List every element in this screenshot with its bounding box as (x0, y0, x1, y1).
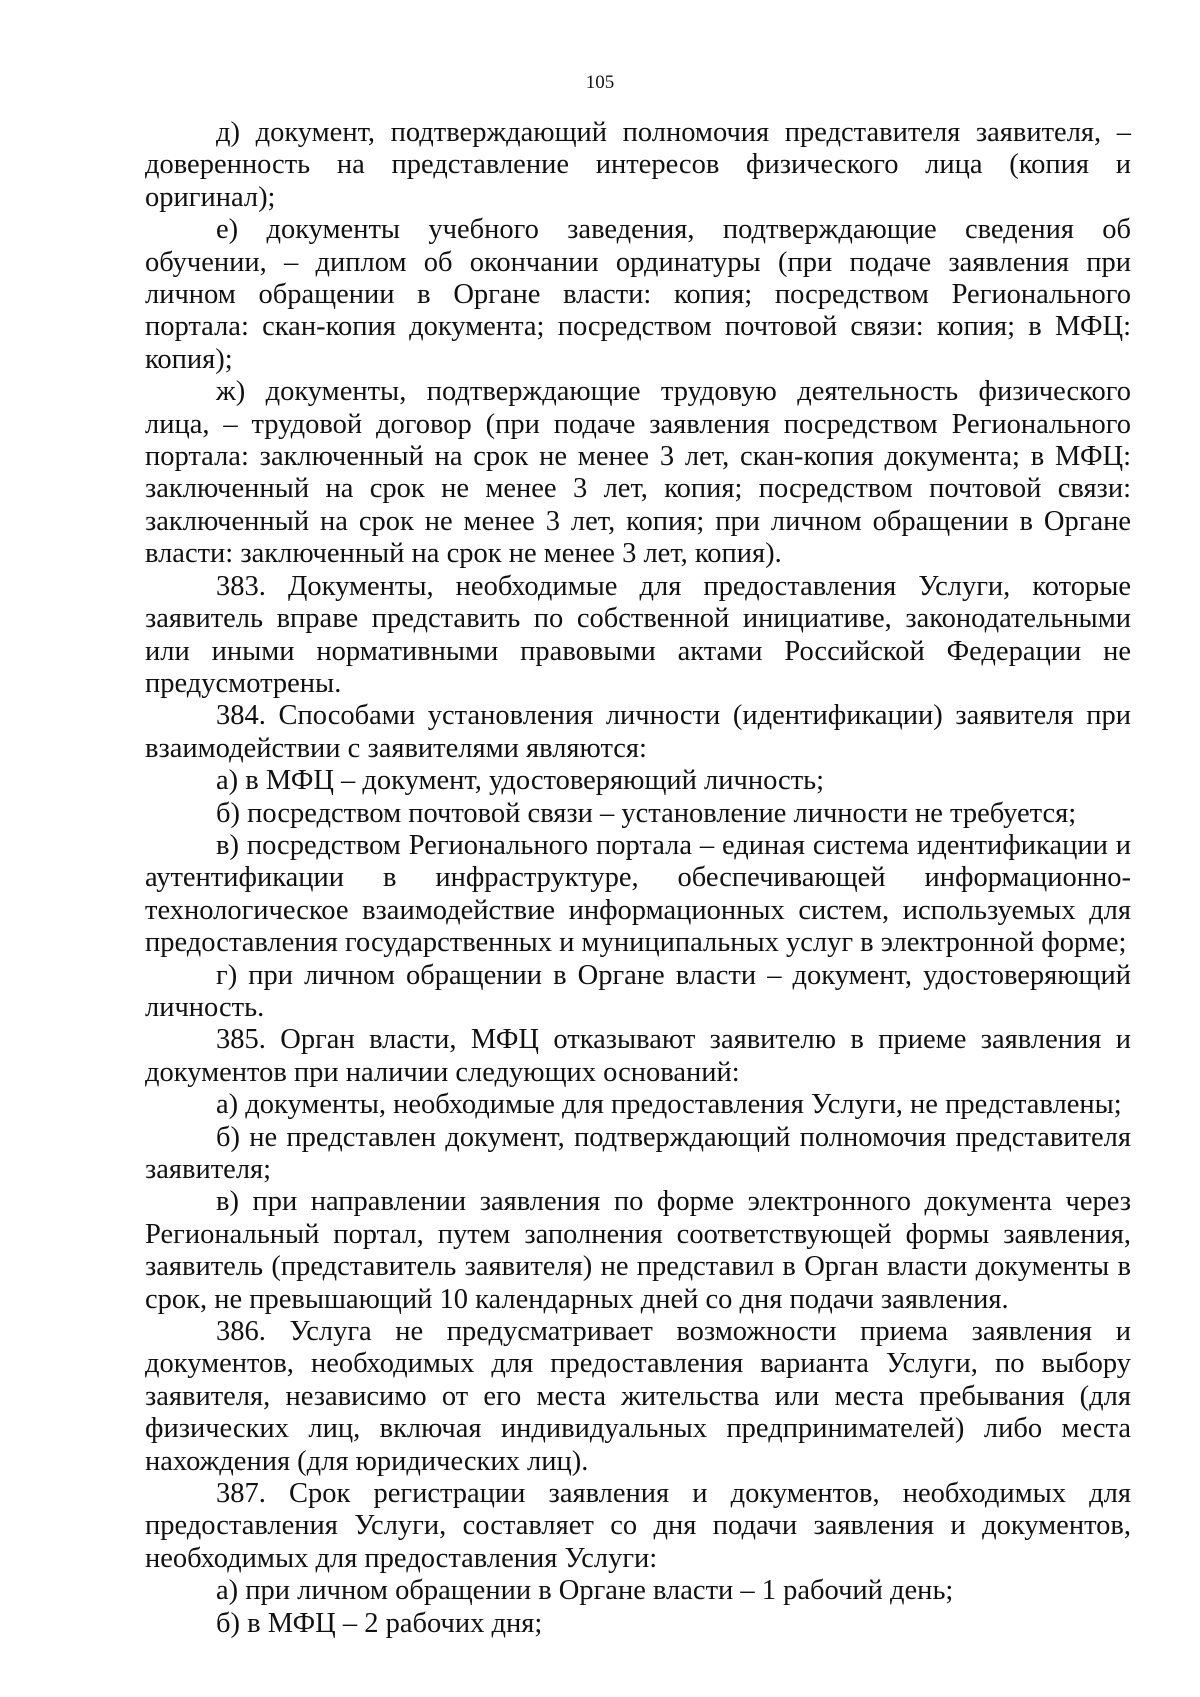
paragraph-d-power-of-attorney: д) документ, подтверждающий полномочия представителя заявителя, – доверенность на представление интересов физического лица (копия и оригинал); (145, 117, 1131, 213)
paragraph-zh-employment-documents: ж) документы, подтверждающие трудовую деятельность физического лица, – трудовой договор (при подаче заявления посредством Регионального портала: заключенный на срок не менее 3 лет, скан-копия документа; в МФЦ: заключенный на срок не менее 3 лет, копия; посредством почтовой связи: заключенный на срок не менее 3 лет, копия; при личном обращении в Органе власти: заключенный на срок не менее 3 лет, копия). (145, 376, 1131, 570)
paragraph-385: 385. Орган власти, МФЦ отказывают заявителю в приеме заявления и документов при наличии следующих оснований: (145, 1024, 1131, 1088)
paragraph-387: 387. Срок регистрации заявления и документов, необходимых для предоставления Услуги, составляет со дня подачи заявления и документов, необходимых для предоставления Услуги: (145, 1478, 1131, 1574)
paragraph-387-b: б) в МФЦ – 2 рабочих дня; (216, 1607, 543, 1639)
paragraph-385-a: а) документы, необходимые для предоставления Услуги, не представлены; (216, 1089, 1122, 1121)
paragraph-386: 386. Услуга не предусматривает возможности приема заявления и документов, необходимых для предоставления варианта Услуги, по выбору заявителя, независимо от его места жительства или места пребывания (для физических лиц, включая индивидуальных предпринимателей) либо места нахождения (для юридических лиц). (145, 1316, 1131, 1477)
paragraph-385-b: б) не представлен документ, подтверждающий полномочия представителя заявителя; (145, 1121, 1131, 1185)
paragraph-384-a: а) в МФЦ – документ, удостоверяющий личность; (216, 765, 825, 797)
page-number: 105 (585, 72, 615, 93)
document-body (145, 117, 1131, 1640)
paragraph-387-a: а) при личном обращении в Органе власти – 1 рабочий день; (216, 1575, 954, 1607)
paragraph-e-education-documents: е) документы учебного заведения, подтверждающие сведения об обучении, – диплом об окончании ординатуры (при подаче заявления при личном обращении в Органе власти: копия; посредством Регионального портала: скан-копия документа; посредством почтовой связи: копия; в МФЦ: копия); (145, 214, 1131, 375)
paragraph-384: 384. Способами установления личности (идентификации) заявителя при взаимодействии с заявителями являются: (145, 700, 1131, 764)
paragraph-384-g: г) при личном обращении в Органе власти – документ, удостоверяющий личность. (145, 959, 1131, 1023)
paragraph-384-v: в) посредством Регионального портала – единая система идентификации и аутентификации в инфраструктуре, обеспечивающей информационно-технологическое взаимодействие информационных систем, используемых для предоставления государственных и муниципальных услуг в электронной форме; (145, 829, 1131, 959)
paragraph-385-v: в) при направлении заявления по форме электронного документа через Региональный портал, путем заполнения соответствующей формы заявления, заявитель (представитель заявителя) не представил в Орган власти документы в срок, не превышающий 10 календарных дней со дня подачи заявления. (145, 1186, 1131, 1315)
paragraph-384-b: б) посредством почтовой связи – установление личности не требуется; (216, 797, 1077, 829)
paragraph-383: 383. Документы, необходимые для предоставления Услуги, которые заявитель вправе представить по собственной инициативе, законодательными или иными нормативными правовыми актами Российской Федерации не предусмотрены. (145, 570, 1131, 699)
